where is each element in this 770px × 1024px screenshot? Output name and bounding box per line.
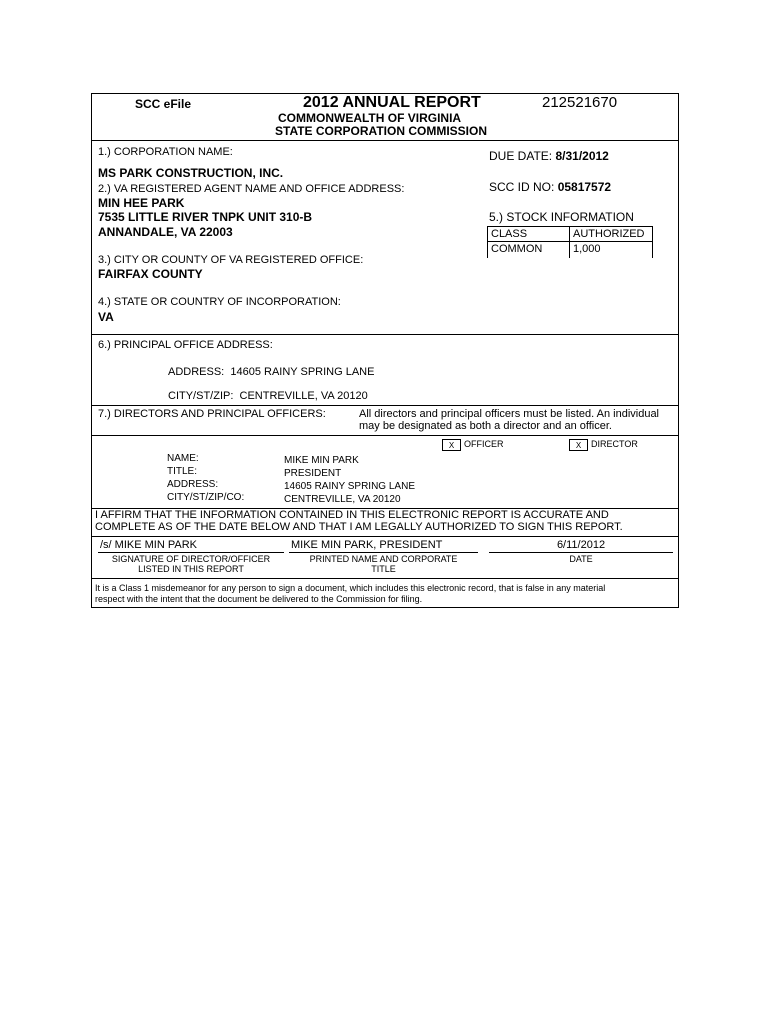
officer-checkbox[interactable]: X bbox=[442, 439, 461, 451]
brand-label: SCC eFile bbox=[135, 97, 192, 111]
incorporation-state-value: VA bbox=[98, 310, 114, 324]
disclaimer-line2: respect with the intent that the document be delivered to the Commission for filing. bbox=[95, 594, 423, 604]
scc-id-value: 05817572 bbox=[557, 180, 612, 194]
officer-title-label: TITLE: bbox=[167, 466, 198, 477]
due-date-value: 8/31/2012 bbox=[555, 149, 609, 163]
officer-title-value: PRESIDENT bbox=[284, 468, 342, 479]
principal-address bbox=[168, 366, 374, 378]
scc-id-label: SCC ID NO: bbox=[489, 180, 555, 194]
due-date-label: DUE DATE: bbox=[489, 149, 553, 163]
officer-city-label: CITY/ST/ZIP/CO: bbox=[167, 492, 245, 503]
principal-city bbox=[168, 390, 368, 402]
signature-caption-line2: LISTED IN THIS REPORT bbox=[138, 564, 244, 574]
signature-date-line bbox=[489, 552, 673, 553]
signature-line bbox=[98, 552, 284, 553]
disclaimer-line1: It is a Class 1 misdemeanor for any person to sign a document, which includes this electronic record, that is false in any material bbox=[95, 583, 606, 593]
stock-row-class: COMMON bbox=[491, 243, 543, 255]
header-divider bbox=[92, 140, 678, 141]
annual-report-form bbox=[91, 93, 679, 608]
report-title: 2012 ANNUAL REPORT bbox=[303, 94, 481, 111]
principal-office-label: 6.) PRINCIPAL OFFICE ADDRESS: bbox=[98, 339, 273, 351]
directors-divider bbox=[92, 435, 678, 436]
printed-name-caption-line1: PRINTED NAME AND CORPORATE bbox=[309, 554, 458, 564]
document-number: 212521670 bbox=[542, 94, 618, 111]
stock-header-authorized: AUTHORIZED bbox=[573, 228, 645, 240]
printed-name-line bbox=[289, 552, 478, 553]
printed-name-caption-line2: TITLE bbox=[371, 564, 396, 574]
officer-address-value: 14605 RAINY SPRING LANE bbox=[284, 481, 415, 492]
stock-header-class: CLASS bbox=[491, 228, 528, 240]
director-checkbox[interactable]: X bbox=[569, 439, 588, 451]
section6-divider bbox=[92, 334, 678, 335]
principal-city-label: CITY/ST/ZIP: bbox=[168, 390, 234, 402]
principal-address-label: ADDRESS: bbox=[168, 366, 225, 378]
signature-caption-line1: SIGNATURE OF DIRECTOR/OFFICER bbox=[111, 554, 271, 564]
scc-id bbox=[489, 180, 611, 194]
registered-agent-label: 2.) VA REGISTERED AGENT NAME AND OFFICE ADDRESS: bbox=[98, 183, 405, 195]
city-county-value: FAIRFAX COUNTY bbox=[98, 267, 203, 281]
signature-date-caption: DATE bbox=[569, 554, 593, 564]
officer-city-value: CENTREVILLE, VA 20120 bbox=[284, 494, 401, 505]
officer-label: OFFICER bbox=[464, 439, 504, 449]
signature-date-value: 6/11/2012 bbox=[556, 539, 606, 551]
city-county-label: 3.) CITY OR COUNTY OF VA REGISTERED OFFICE: bbox=[98, 254, 364, 266]
due-date bbox=[489, 149, 609, 163]
officer-address-label: ADDRESS: bbox=[167, 479, 219, 490]
director-label: DIRECTOR bbox=[591, 439, 638, 449]
affirmation-line1: I AFFIRM THAT THE INFORMATION CONTAINED IN THIS ELECTRONIC REPORT IS ACCURATE AND bbox=[95, 509, 609, 521]
corporation-name-label: 1.) CORPORATION NAME: bbox=[98, 146, 233, 158]
stock-info-title: 5.) STOCK INFORMATION bbox=[489, 210, 634, 224]
affirmation-line2: COMPLETE AS OF THE DATE BELOW AND THAT I AM LEGALLY AUTHORIZED TO SIGN THIS REPORT. bbox=[95, 521, 623, 533]
directors-label: 7.) DIRECTORS AND PRINCIPAL OFFICERS: bbox=[98, 408, 326, 420]
directors-note-line1: All directors and principal officers must be listed. An individual bbox=[359, 408, 660, 420]
section7-divider bbox=[92, 405, 678, 406]
commonwealth-label: COMMONWEALTH OF VIRGINIA bbox=[278, 111, 462, 125]
officer-name-label: NAME: bbox=[167, 453, 199, 464]
officer-name-value: MIKE MIN PARK bbox=[284, 455, 359, 466]
principal-address-value: 14605 RAINY SPRING LANE bbox=[230, 366, 375, 378]
stock-row-authorized: 1,000 bbox=[573, 243, 601, 255]
signature-value: /s/ MIKE MIN PARK bbox=[100, 539, 197, 551]
commission-label: STATE CORPORATION COMMISSION bbox=[275, 124, 487, 138]
agent-address-line2: ANNANDALE, VA 22003 bbox=[98, 225, 233, 239]
stock-table-right bbox=[652, 226, 653, 258]
signature-divider bbox=[92, 536, 678, 537]
incorporation-state-label: 4.) STATE OR COUNTRY OF INCORPORATION: bbox=[98, 296, 341, 308]
principal-city-value: CENTREVILLE, VA 20120 bbox=[239, 390, 368, 402]
disclaimer-divider bbox=[92, 578, 678, 579]
agent-address-line1: 7535 LITTLE RIVER TNPK UNIT 310-B bbox=[98, 210, 313, 224]
corporation-name: MS PARK CONSTRUCTION, INC. bbox=[98, 166, 284, 180]
directors-note-line2: may be designated as both a director and an officer. bbox=[359, 420, 612, 432]
printed-name-value: MIKE MIN PARK, PRESIDENT bbox=[291, 539, 443, 551]
agent-name: MIN HEE PARK bbox=[98, 196, 185, 210]
